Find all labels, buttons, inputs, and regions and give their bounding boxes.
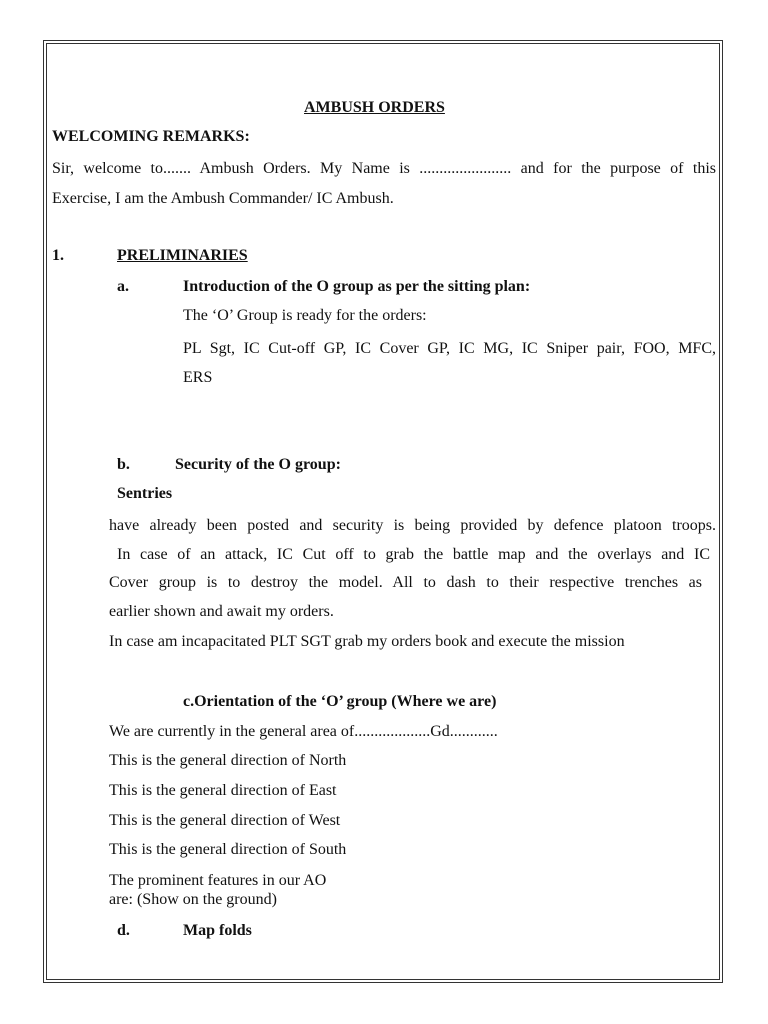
- subsection-a-heading: Introduction of the O group as per the sitting plan:: [183, 278, 531, 295]
- security-line-3: Cover group is to destroy the model. All to dash to their respective trenches as: [109, 574, 702, 591]
- subsection-a-line-1: The ‘O’ Group is ready for the orders:: [183, 307, 427, 324]
- location-line: We are currently in the general area of...................Gd............: [109, 723, 498, 740]
- subsection-a-line-2: PL Sgt, IC Cut-off GP, IC Cover GP, IC MG, IC Sniper pair, FOO, MFC,: [183, 340, 716, 357]
- security-line-1: have already been posted and security is being provided by defence platoon troops.: [109, 517, 716, 534]
- subsection-b-letter: b.: [117, 456, 130, 473]
- subsection-a-line-3: ERS: [183, 369, 213, 386]
- sentries-label: Sentries: [117, 485, 173, 502]
- welcome-line-1: Sir, welcome to....... Ambush Orders. My Name is ....................... and for the purpose of this: [52, 160, 716, 177]
- welcome-line-2: Exercise, I am the Ambush Commander/ IC Ambush.: [52, 190, 394, 207]
- features-line-2: are: (Show on the ground): [109, 891, 277, 908]
- section-1-heading: PRELIMINARIES: [117, 247, 248, 264]
- features-line-1: The prominent features in our AO: [109, 872, 327, 889]
- direction-east: This is the general direction of East: [109, 782, 337, 799]
- direction-north: This is the general direction of North: [109, 752, 347, 769]
- subsection-c-heading: c.Orientation of the ‘O’ group (Where we are): [183, 693, 497, 710]
- security-line-5: In case am incapacitated PLT SGT grab my orders book and execute the mission: [109, 633, 625, 650]
- subsection-b-heading: Security of the O group:: [175, 456, 341, 473]
- direction-west: This is the general direction of West: [109, 812, 341, 829]
- direction-south: This is the general direction of South: [109, 841, 347, 858]
- security-line-4: earlier shown and await my orders.: [109, 603, 334, 620]
- subsection-d-letter: d.: [117, 922, 130, 939]
- subsection-a-letter: a.: [117, 278, 129, 295]
- section-1-number: 1.: [52, 247, 64, 264]
- welcome-heading: WELCOMING REMARKS:: [52, 128, 250, 145]
- subsection-d-heading: Map folds: [183, 922, 252, 939]
- document-title: AMBUSH ORDERS: [304, 99, 445, 116]
- security-line-2: In case of an attack, IC Cut off to grab the battle map and the overlays and IC: [117, 546, 710, 563]
